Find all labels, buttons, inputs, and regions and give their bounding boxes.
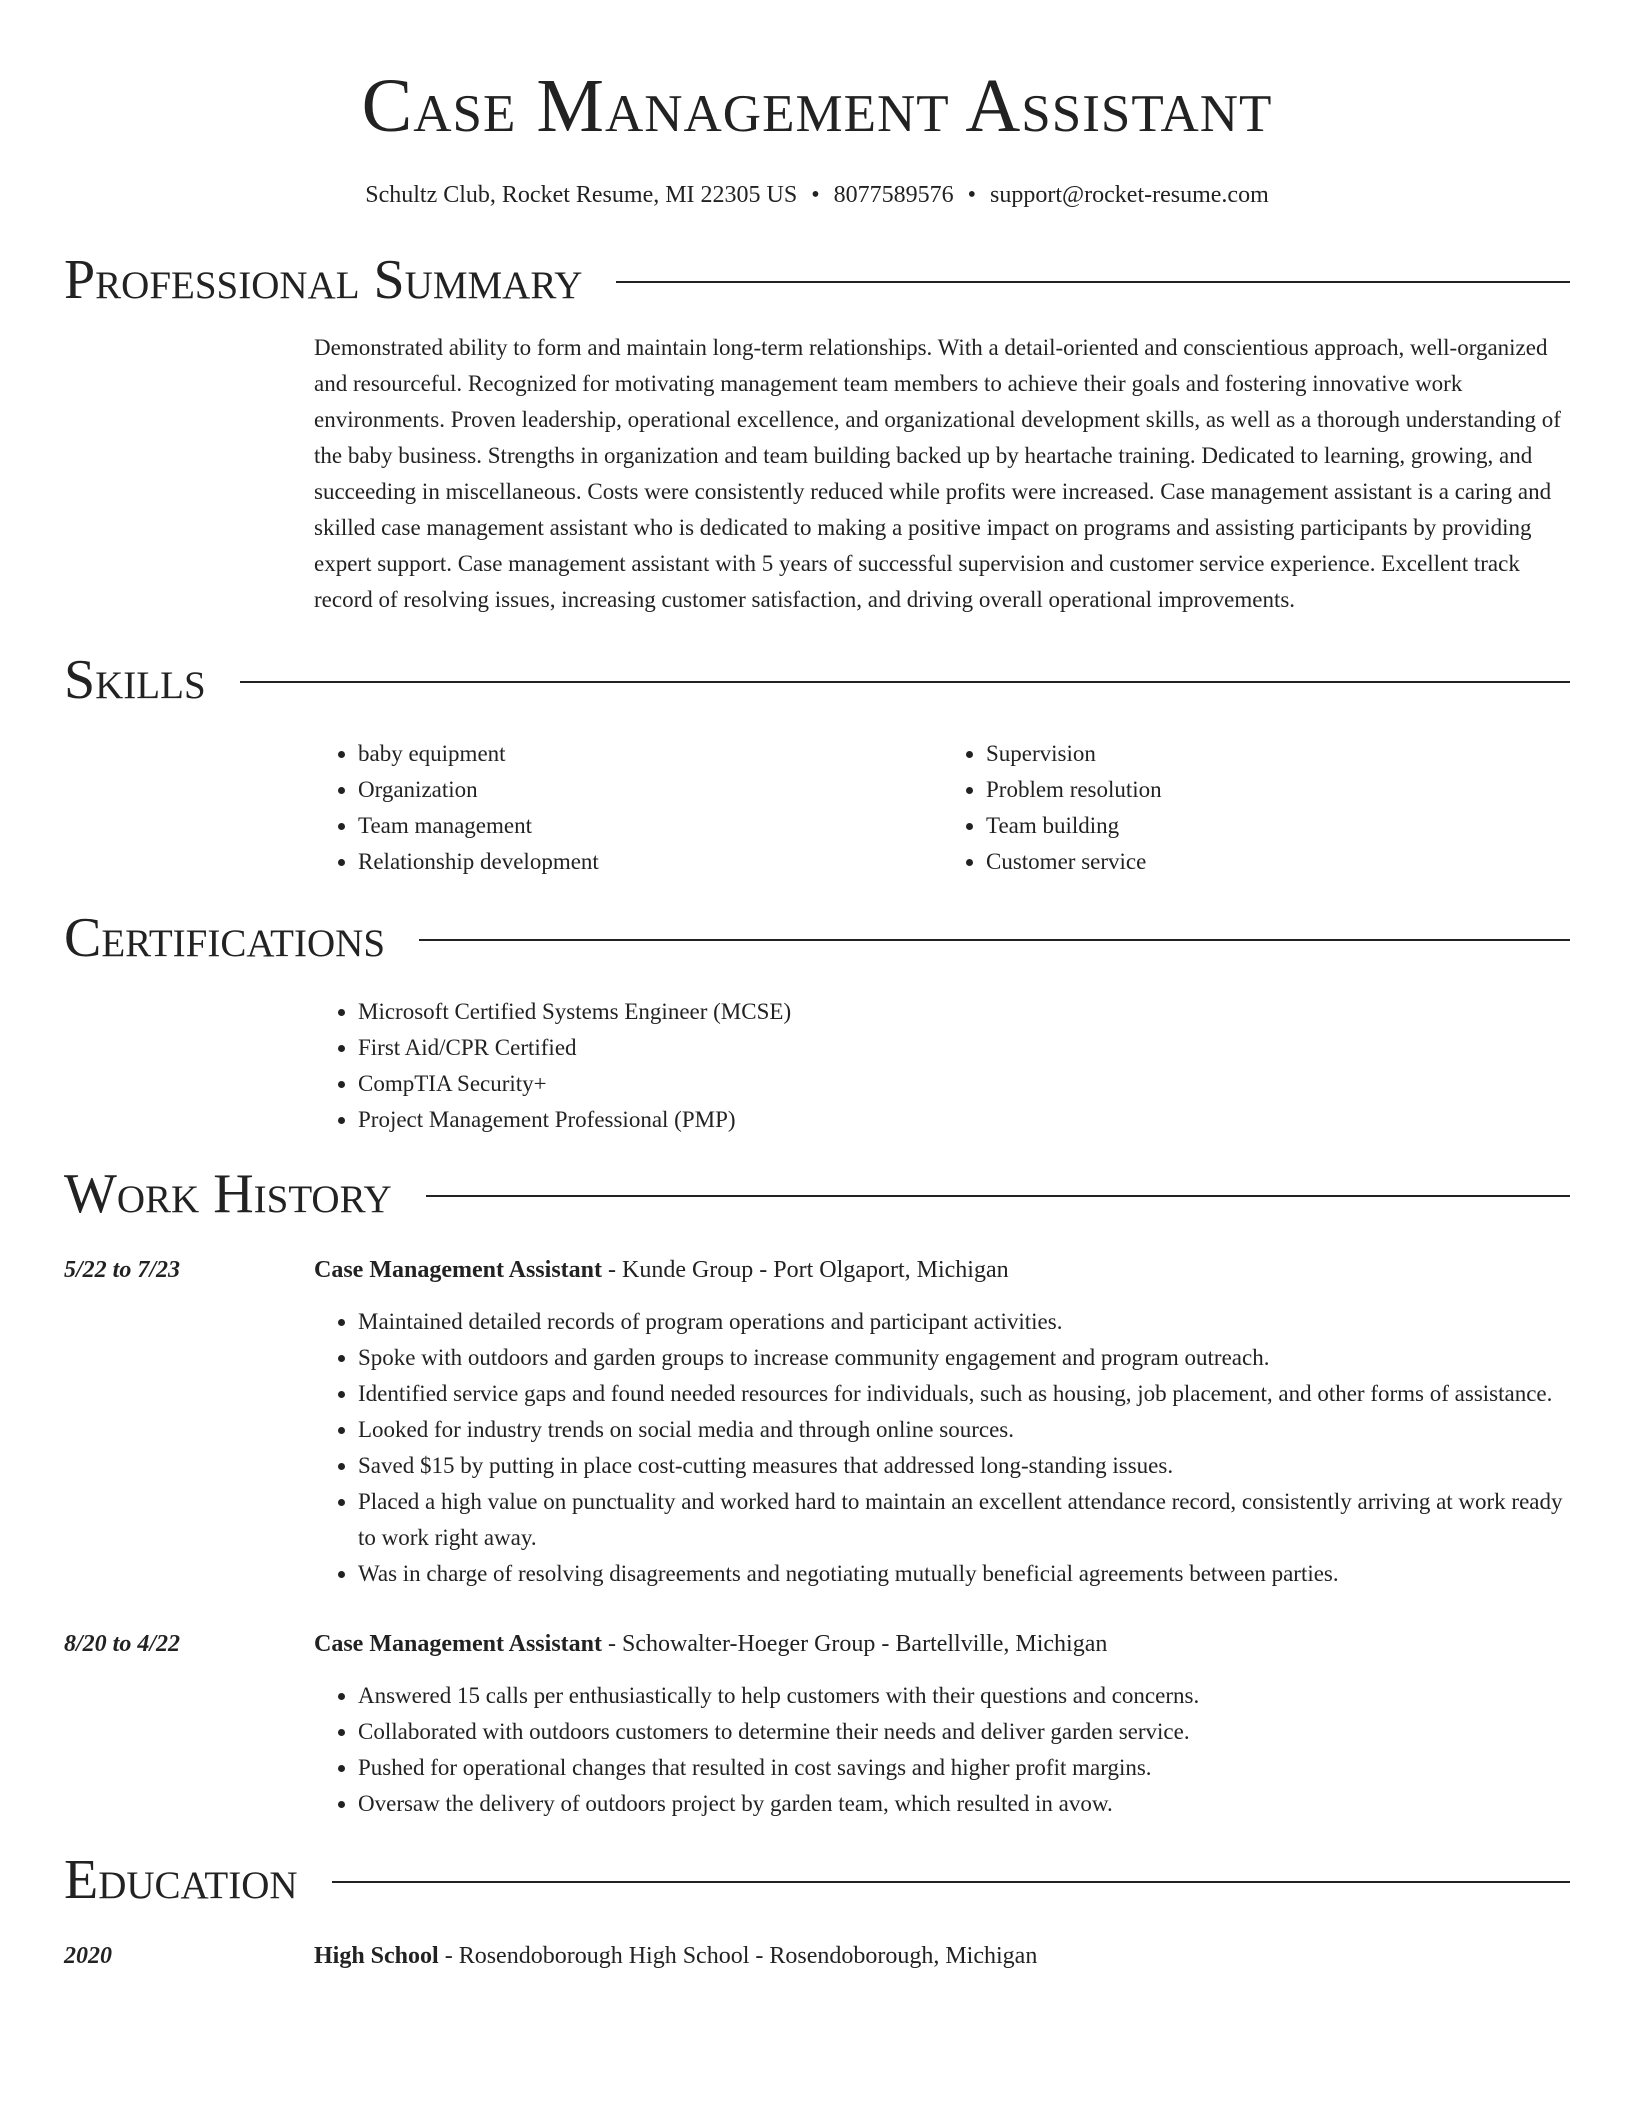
job-bullet: • Spoke with outdoors and garden groups to increase community engagement and program outreach. <box>358 1340 1570 1376</box>
summary-heading: Professional Summary <box>64 249 583 311</box>
skill-item: • Supervision <box>986 736 1570 772</box>
education-degree: High School <box>314 1943 439 1969</box>
education-section-header <box>64 1844 1570 1916</box>
skills-heading: Skills <box>64 649 206 711</box>
work-section-header <box>64 1158 1570 1230</box>
job-dates: 8/20 to 4/22 <box>64 1631 181 1657</box>
summary-section-header <box>64 244 1570 316</box>
contact-separator: • <box>811 182 820 208</box>
job-title: Case Management Assistant <box>314 1631 602 1657</box>
resume-name: Case Management Assistant <box>361 64 1273 148</box>
education-heading: Education <box>64 1849 298 1911</box>
job-heading-line <box>314 1252 1009 1288</box>
education-year: 2020 <box>64 1943 112 1969</box>
job-bullet: • Collaborated with outdoors customers to determine their needs and deliver garden service. <box>358 1714 1570 1750</box>
skill-item: • Customer service <box>986 844 1570 880</box>
job-header <box>64 1626 1570 1662</box>
skill-item: • Team management <box>358 808 942 844</box>
job-bullet: • Saved $15 by putting in place cost-cutting measures that addressed long-standing issues. <box>358 1448 1570 1484</box>
certifications-list <box>314 994 1570 1138</box>
skill-item: • baby equipment <box>358 736 942 772</box>
certification-item: • Microsoft Certified Systems Engineer (MCSE) <box>358 994 1570 1030</box>
contact-line <box>64 178 1570 212</box>
job-bullet: • Oversaw the delivery of outdoors project by garden team, which resulted in avow. <box>358 1786 1570 1822</box>
job-bullet: • Was in charge of resolving disagreements and negotiating mutually beneficial agreements between parties. <box>358 1556 1570 1592</box>
job-entry <box>64 1252 1570 1592</box>
resume-page <box>64 0 1570 1974</box>
job-header <box>64 1252 1570 1288</box>
skill-item: • Relationship development <box>358 844 942 880</box>
skills-list <box>314 736 1570 880</box>
job-bullet: • Identified service gaps and found needed resources for individuals, such as housing, job placement, and other forms of assistance. <box>358 1376 1570 1412</box>
job-bullet: • Answered 15 calls per enthusiastically to help customers with their questions and concerns. <box>358 1678 1570 1714</box>
work-heading: Work History <box>64 1163 392 1225</box>
certifications-section-header <box>64 902 1570 974</box>
skill-item: • Problem resolution <box>986 772 1570 808</box>
job-bullet: • Pushed for operational changes that resulted in cost savings and higher profit margins. <box>358 1750 1570 1786</box>
contact-phone: 8077589576 <box>833 182 954 208</box>
contact-separator: • <box>967 182 977 208</box>
job-heading-line <box>314 1626 1107 1662</box>
education-heading-line <box>314 1938 1037 1974</box>
certifications-heading: Certifications <box>64 907 386 969</box>
section-divider <box>332 1881 1570 1883</box>
skills-section-header <box>64 644 1570 716</box>
job-bullets <box>314 1304 1570 1592</box>
job-dates: 5/22 to 7/23 <box>64 1257 181 1283</box>
education-school: - Rosendoborough High School - Rosendoborough, Michigan <box>438 1943 1038 1969</box>
certification-item: • First Aid/CPR Certified <box>358 1030 1570 1066</box>
section-divider <box>240 681 1570 683</box>
skill-item: • Organization <box>358 772 942 808</box>
job-bullet: • Maintained detailed records of program operations and participant activities. <box>358 1304 1570 1340</box>
skills-column-right <box>942 736 1570 880</box>
job-entry <box>64 1626 1570 1822</box>
contact-address: Schultz Club, Rocket Resume, MI 22305 US <box>365 182 798 208</box>
certification-item: • CompTIA Security+ <box>358 1066 1570 1102</box>
job-bullet: • Looked for industry trends on social media and through online sources. <box>358 1412 1570 1448</box>
section-divider <box>616 281 1570 283</box>
summary-text: Demonstrated ability to form and maintain long-term relationships. With a detail-oriented and conscientious approach, well-organized and resourceful. Recognized for motivating management team members to achieve their goals and fostering innovative work environments. Proven leadership, operational excellence, and organizational development skills, as well as a thorough understanding of the baby business. Strengths in organization and team building backed up by heartache training. Dedicated to learning, growing, and succeeding in miscellaneous. Costs were consistently reduced while profits were increased. Case management assistant is a caring and skilled case management assistant who is dedicated to making a positive impact on programs and assisting participants by providing expert support. Case management assistant with 5 years of successful supervision and customer service experience. Excellent track record of resolving issues, increasing customer satisfaction, and driving overall operational improvements. <box>314 335 1561 612</box>
education-entry <box>64 1938 1570 1974</box>
skill-item: • Team building <box>986 808 1570 844</box>
job-title: Case Management Assistant <box>314 1257 602 1283</box>
section-divider <box>426 1195 1570 1197</box>
contact-email: support@rocket-resume.com <box>990 182 1269 208</box>
skills-column-left <box>314 736 942 880</box>
job-company: - Schowalter-Hoeger Group - Bartellville, Michigan <box>602 1631 1108 1657</box>
job-bullet: • Placed a high value on punctuality and worked hard to maintain an excellent attendance record, consistently arriving at work ready to work right away. <box>358 1484 1570 1556</box>
job-bullets <box>314 1678 1570 1822</box>
job-company: - Kunde Group - Port Olgaport, Michigan <box>602 1257 1009 1283</box>
section-divider <box>419 939 1570 941</box>
certification-item: • Project Management Professional (PMP) <box>358 1102 1570 1138</box>
